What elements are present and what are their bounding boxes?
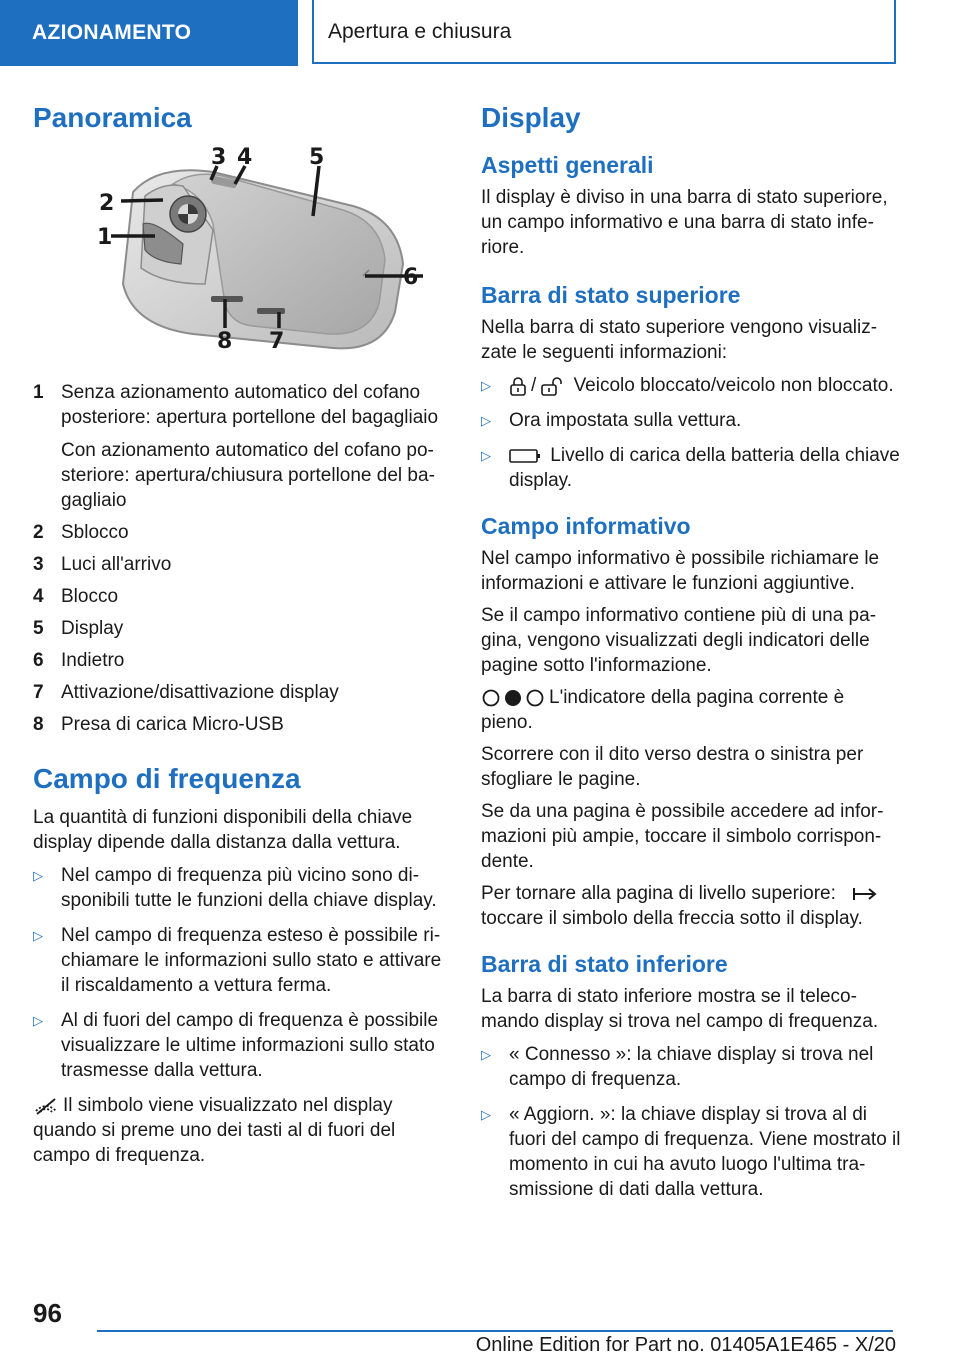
legend-text: Senza azionamento automatico del cofano posteriore: apertura portellone del bagagliaio: [61, 382, 439, 428]
list-item: ▷ Ora impostata sulla vettura.: [481, 410, 742, 431]
lower-bar-heading: Barra di stato inferiore: [481, 951, 728, 977]
triangle-bullet-icon: ▷: [481, 378, 491, 393]
list-item: ▷ « Aggiorn. »: la chiave display si trova al di fuori del campo di frequenza. Viene mostrato il momento in cui ha avuto luogo l'ultima trasmissione di dati dalla vettura.: [481, 1104, 901, 1200]
general-text: Il display è diviso in una barra di stato superiore, un campo informativo e una barra di stato inferiore.: [481, 187, 888, 258]
info-paragraph: Nel campo informativo è possibile richiamare le informazioni e attivare le funzioni aggiuntive.: [481, 548, 880, 594]
legend-number: 5: [33, 618, 44, 639]
list-item: ▷ Nel campo di frequenza più vicino sono disponibili tutte le funzioni della chiave display.: [33, 865, 437, 911]
callout-6: 6: [403, 265, 419, 290]
triangle-bullet-icon: ▷: [481, 413, 491, 428]
range-note: Il simbolo viene visualizzato nel display quando si preme uno dei tasti al di fuori del campo di frequenza.: [33, 1095, 396, 1166]
legend-number: 1: [33, 382, 44, 403]
legend-text: Con azionamento automatico del cofano posteriore: apertura/chiusura portellone del bagagliaio: [61, 440, 435, 511]
legend-text: Presa di carica Micro-USB: [61, 714, 284, 735]
display-key-illustration: [63, 144, 423, 366]
general-heading: Aspetti generali: [481, 152, 654, 178]
legend-number: 6: [33, 650, 44, 671]
display-key-figure: [63, 144, 423, 366]
upper-bar-text: Nella barra di stato superiore vengono visualizzate le seguenti informazioni:: [481, 317, 878, 363]
legend-item: [33, 584, 448, 609]
callout-7: 7: [269, 329, 285, 354]
legend-text: Attivazione/disattivazione display: [61, 682, 339, 703]
callout-2: 2: [99, 191, 115, 216]
list-item: ▷ Nel campo di frequenza esteso è possibile richiamare le informazioni sullo stato e attivare il riscaldamento a vettura ferma.: [33, 925, 442, 996]
upper-bar-heading: Barra di stato superiore: [481, 282, 741, 308]
lower-bar-bullets: [481, 1042, 901, 1202]
footer-divider: [97, 1330, 893, 1332]
no-signal-icon: [33, 1097, 59, 1115]
lock-closed-icon: [509, 376, 527, 396]
triangle-bullet-icon: ▷: [33, 928, 43, 943]
info-paragraph: L'indicatore della pagina corrente è pieno.: [481, 687, 845, 733]
info-paragraph: Per tornare alla pagina di livello superiore: toccare il simbolo della freccia sotto il display.: [481, 881, 901, 931]
range-bullets: [33, 863, 448, 1083]
left-column: [33, 90, 448, 1175]
footer-edition: Online Edition for Part no. 01405A1E465 - X/20: [475, 1334, 896, 1356]
legend-item: [33, 648, 448, 673]
info-paragraph: Se da una pagina è possibile accedere ad informazioni più ampie, toccare il simbolo corrispondente.: [481, 801, 884, 872]
legend-number: 4: [33, 586, 44, 607]
page-indicator-icon: [481, 688, 545, 708]
info-paragraph: Scorrere con il dito verso destra o sinistra per sfogliare le pagine.: [481, 744, 864, 790]
legend-item: [33, 680, 448, 705]
legend-number: 8: [33, 714, 44, 735]
list-item: ▷ « Connesso »: la chiave display si trova nel campo di frequenza.: [481, 1044, 874, 1090]
list-item: ▷ / Veicolo bloccato/veicolo non bloccato.: [481, 375, 894, 396]
legend-text: Luci all'arrivo: [61, 554, 172, 575]
legend-number: 7: [33, 682, 44, 703]
triangle-bullet-icon: ▷: [481, 448, 491, 463]
range-heading: Campo di frequenza: [33, 763, 301, 794]
back-arrow-icon: [851, 885, 877, 903]
legend-item: [33, 616, 448, 641]
lock-separator: /: [531, 375, 537, 396]
triangle-bullet-icon: ▷: [481, 1107, 491, 1122]
triangle-bullet-icon: ▷: [33, 868, 43, 883]
topic-tab[interactable]: Apertura e chiusura: [312, 0, 896, 64]
legend-text: Sblocco: [61, 522, 129, 543]
overview-heading: Panoramica: [33, 102, 192, 133]
info-paragraph: Se il campo informativo contiene più di una pagina, vengono visualizzati degli indicatori delle pagine sotto l'informazione.: [481, 605, 877, 676]
section-tab[interactable]: AZIONAMENTO: [0, 0, 298, 66]
lock-open-icon: [540, 376, 564, 396]
lower-bar-text: La barra di stato inferiore mostra se il telecomando display si trova nel campo di frequenza.: [481, 986, 879, 1032]
callout-5: 5: [309, 145, 325, 170]
legend-item: [33, 520, 448, 545]
legend-number: 2: [33, 522, 44, 543]
info-field-heading: Campo informativo: [481, 513, 691, 539]
list-item: ▷ Livello di carica della batteria della chiave display.: [481, 445, 900, 491]
legend-text: Indietro: [61, 650, 125, 671]
display-heading: Display: [481, 102, 581, 133]
callout-4: 4: [237, 145, 253, 170]
callout-1: 1: [97, 225, 113, 250]
triangle-bullet-icon: ▷: [33, 1013, 43, 1028]
figure-legend: [33, 380, 448, 737]
list-item: ▷ Al di fuori del campo di frequenza è possibile visualizzare le ultime informazioni sullo stato trasmesse dalla vettura.: [33, 1010, 439, 1081]
legend-text: Blocco: [61, 586, 119, 607]
callout-8: 8: [217, 329, 233, 354]
legend-item: [33, 380, 448, 513]
legend-text: Display: [61, 618, 124, 639]
battery-icon: [509, 448, 541, 464]
right-column: [481, 90, 901, 1212]
legend-number: 3: [33, 554, 44, 575]
legend-item: [33, 552, 448, 577]
page-number: 96: [33, 1298, 62, 1328]
legend-item: [33, 712, 448, 737]
triangle-bullet-icon: ▷: [481, 1047, 491, 1062]
upper-bar-bullets: [481, 373, 901, 493]
page-header: [0, 0, 960, 66]
callout-3: 3: [211, 145, 227, 170]
range-intro: La quantità di funzioni disponibili della chiave display dipende dalla distanza dalla vettura.: [33, 807, 413, 853]
